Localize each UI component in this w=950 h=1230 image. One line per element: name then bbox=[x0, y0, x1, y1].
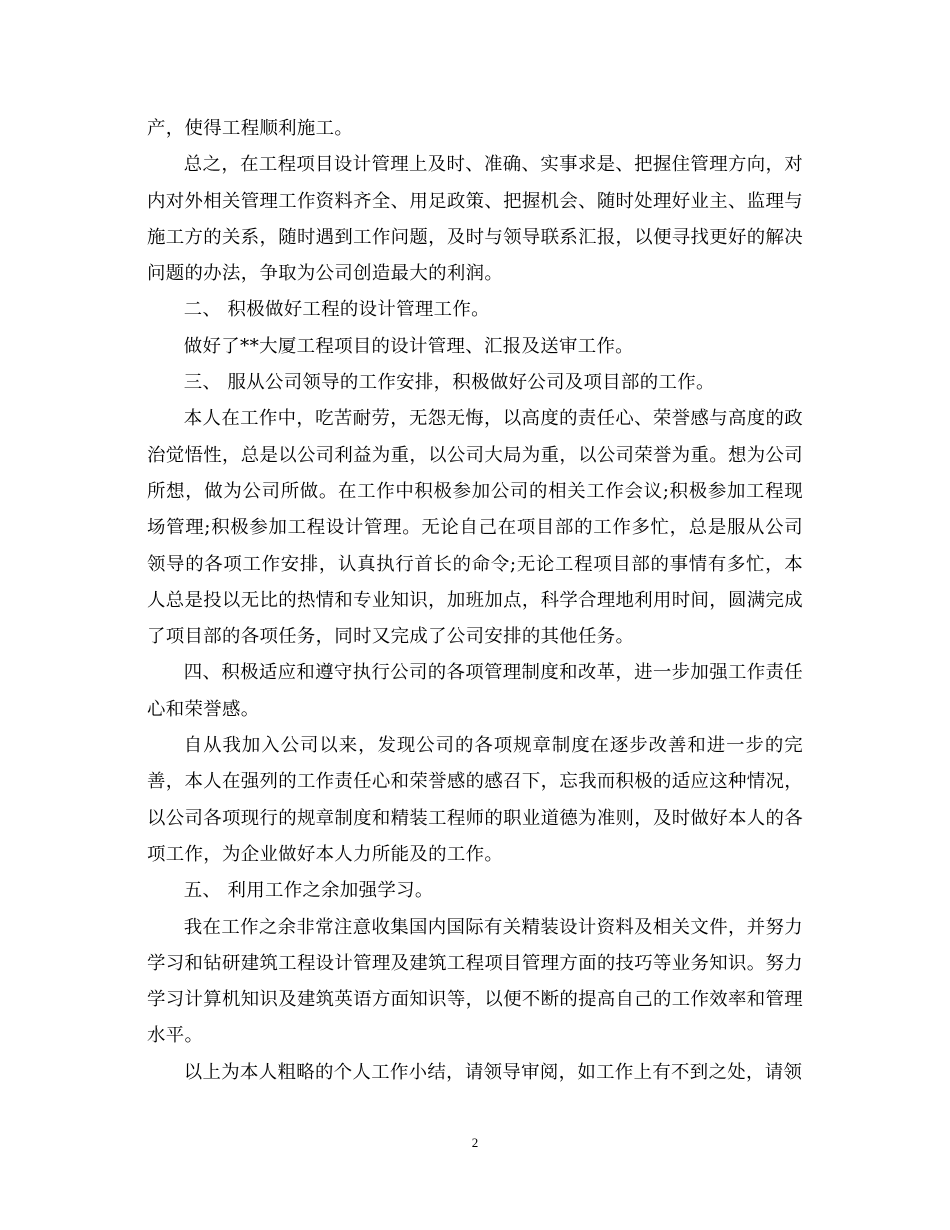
document-body bbox=[147, 111, 803, 1091]
paragraph-obey-arrangements: 本人在工作中，吃苦耐劳，无怨无悔，以高度的责任心、荣誉感与高度的政治觉悟性，总是以公司利益为重，以公司大局为重，以公司荣誉为重。想为公司所想，做为公司所做。在工作中积极参加公司的相关工作会议;积极参加工程现场管理;积极参加工程设计管理。无论自己在项目部的工作多忙，总是服从公司领导的各项工作安排，认真执行首长的命令;无论工程项目部的事情有多忙，本人总是投以无比的热情和专业知识，加班加点，科学合理地利用时间，圆满完成了项目部的各项任务，同时又完成了公司安排的其他任务。 bbox=[147, 408, 803, 648]
paragraph-closing: 以上为本人粗略的个人工作小结，请领导审阅，如工作上有不到之处，请领 bbox=[183, 1061, 803, 1083]
paragraph-summary: 总之，在工程项目设计管理上及时、准确、实事求是、把握住管理方向，对内对外相关管理工作资料齐全、用足政策、把握机会、随时处理好业主、监理与施工方的关系，随时遇到工作问题，及时与领导联系汇报，以便寻找更好的解决问题的办法，争取为公司创造最大的利润。 bbox=[147, 154, 803, 285]
section-heading-study: 五、 利用工作之余加强学习。 bbox=[183, 880, 434, 902]
paragraph-continuation: 产，使得工程顺利施工。 bbox=[147, 118, 354, 139]
page-number: 2 bbox=[471, 1135, 479, 1150]
paragraph-design-management: 做好了**大厦工程项目的设计管理、汇报及送审工作。 bbox=[183, 335, 634, 357]
section-heading-obey-arrangements: 三、 服从公司领导的工作安排，积极做好公司及项目部的工作。 bbox=[183, 372, 715, 394]
section-heading-adapt-rules: 四、积极适应和遵守执行公司的各项管理制度和改革，进一步加强工作责任心和荣誉感。 bbox=[147, 662, 803, 720]
paragraph-study: 我在工作之余非常注意收集国内国际有关精装设计资料及相关文件，并努力学习和钻研建筑工程设计管理及建筑工程项目管理方面的技巧等业务知识。努力学习计算机知识及建筑英语方面知识等，以便不断的提高自己的工作效率和管理水平。 bbox=[147, 916, 803, 1047]
paragraph-adapt-rules: 自从我加入公司以来，发现公司的各项规章制度在逐步改善和进一步的完善，本人在强列的工作责任心和荣誉感的感召下，忘我而积极的适应这种情况，以公司各项现行的规章制度和精装工程师的职业道德为准则，及时做好本人的各项工作，为企业做好本人力所能及的工作。 bbox=[147, 735, 803, 865]
section-heading-design-management: 二、 积极做好工程的设计管理工作。 bbox=[183, 299, 490, 321]
